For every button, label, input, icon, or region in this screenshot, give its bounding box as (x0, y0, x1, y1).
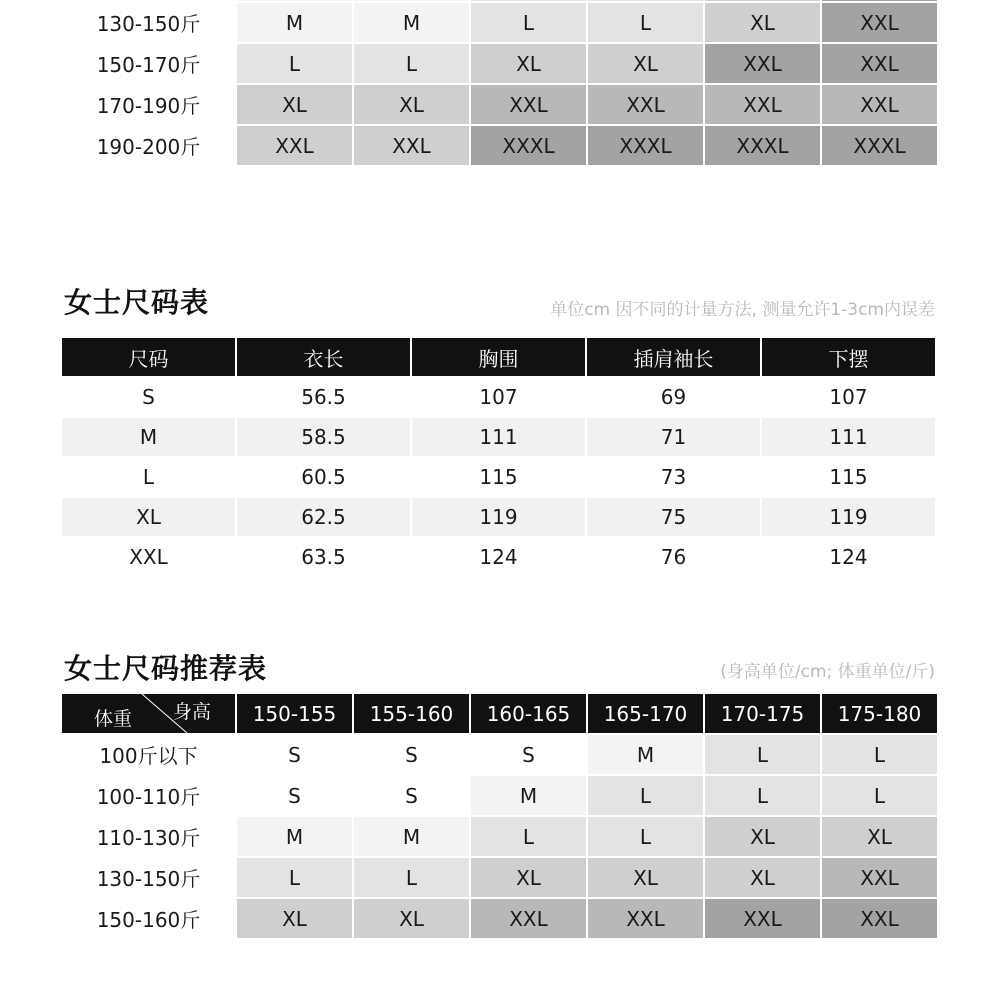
table-cell: 119 (412, 498, 585, 536)
height-range-header: 150-155 (237, 694, 352, 733)
height-range-header: 170-175 (705, 694, 820, 733)
table-row (62, 0, 937, 1)
size-cell: XXL (822, 3, 937, 42)
table-cell: 107 (829, 385, 868, 409)
size-cell: XXL (822, 858, 937, 897)
size-cell: XXL (237, 126, 352, 165)
size-cell: XXXL (705, 126, 820, 165)
size-cell: L (354, 858, 469, 897)
table-cell: 124 (829, 545, 868, 569)
size-cell: L (471, 3, 586, 42)
size-cell (822, 0, 937, 1)
corner-height-label: 身高 (172, 701, 211, 723)
size-cell: L (705, 735, 820, 774)
table-row (62, 85, 937, 124)
table-cell: 111 (412, 418, 585, 456)
size-cell: XXL (588, 899, 703, 938)
size-cell (471, 0, 586, 1)
table-row (62, 899, 937, 938)
size-cell: M (354, 3, 469, 42)
row-label (62, 0, 235, 1)
height-range-header: 160-165 (471, 694, 586, 733)
table-cell: XL (62, 498, 235, 536)
size-cell: XXL (705, 899, 820, 938)
women-recommend-note: (身高单位/cm; 体重单位/斤) (720, 662, 935, 682)
weight-range-label: 130-150斤 (62, 858, 235, 897)
weight-range-label: 100-110斤 (62, 776, 235, 815)
table-cell: 115 (479, 465, 518, 489)
size-cell: XL (471, 44, 586, 83)
size-cell: L (588, 3, 703, 42)
row-label: 190-200斤 (62, 126, 235, 165)
height-range-header: 155-160 (354, 694, 469, 733)
size-cell: S (288, 783, 301, 808)
table-cell: 115 (829, 465, 868, 489)
weight-range-label: 110-130斤 (62, 817, 235, 856)
column-header: 下摆 (762, 338, 935, 376)
size-cell (588, 0, 703, 1)
women-size-title: 女士尺码表 (64, 286, 210, 319)
size-cell (705, 0, 820, 1)
table-row (62, 817, 937, 856)
size-cell: L (588, 817, 703, 856)
size-cell: S (288, 742, 301, 767)
size-cell: L (822, 735, 937, 774)
top-size-recommend-table (60, 0, 939, 167)
row-label: 150-170斤 (62, 44, 235, 83)
table-row (62, 458, 935, 496)
size-cell: XXL (705, 85, 820, 124)
row-label: 130-150斤 (62, 3, 235, 42)
size-cell: XL (354, 899, 469, 938)
size-cell: M (237, 817, 352, 856)
row-label: 170-190斤 (62, 85, 235, 124)
size-cell: S (522, 742, 535, 767)
weight-range-label: 150-160斤 (62, 899, 235, 938)
table-cell: 76 (660, 545, 687, 569)
table-cell: 75 (587, 498, 760, 536)
table-cell: 56.5 (301, 385, 346, 409)
women-recommend-title: 女士尺码推荐表 (64, 652, 268, 685)
size-cell (237, 0, 352, 1)
table-cell: 63.5 (301, 545, 346, 569)
size-cell: XL (588, 858, 703, 897)
size-cell: XL (237, 85, 352, 124)
table-row (62, 538, 935, 576)
size-cell: XXL (822, 85, 937, 124)
table-row (62, 418, 935, 456)
size-cell (354, 0, 469, 1)
table-cell: XXL (129, 545, 168, 569)
table-cell: 119 (762, 498, 935, 536)
size-cell: XL (588, 44, 703, 83)
height-range-header: 165-170 (588, 694, 703, 733)
size-cell: L (822, 776, 937, 815)
size-cell: XL (471, 858, 586, 897)
size-cell: XXL (588, 85, 703, 124)
table-cell: 60.5 (301, 465, 346, 489)
size-cell: L (705, 776, 820, 815)
table-cell: M (62, 418, 235, 456)
women-size-table (60, 336, 937, 578)
height-range-header: 175-180 (822, 694, 937, 733)
table-row (62, 776, 937, 815)
column-header: 衣长 (237, 338, 410, 376)
size-cell: XL (705, 3, 820, 42)
size-cell: XXXL (471, 126, 586, 165)
size-cell: M (237, 3, 352, 42)
table-cell: L (142, 465, 155, 489)
table-row (62, 858, 937, 897)
table-cell: 124 (479, 545, 518, 569)
table-cell: 107 (479, 385, 518, 409)
size-cell: XL (705, 858, 820, 897)
size-cell: L (237, 858, 352, 897)
size-cell: L (471, 817, 586, 856)
size-cell: XXL (705, 44, 820, 83)
corner-weight-label: 体重 (94, 708, 133, 730)
column-header: 尺码 (62, 338, 235, 376)
size-cell: M (588, 735, 703, 774)
size-cell: XXXL (822, 126, 937, 165)
table-row (62, 498, 935, 536)
table-row (62, 44, 937, 83)
size-cell: M (471, 776, 586, 815)
table-cell: 73 (660, 465, 687, 489)
size-cell: S (405, 783, 418, 808)
table-cell: 71 (587, 418, 760, 456)
table-cell: 69 (660, 385, 687, 409)
table-cell: S (142, 385, 155, 409)
table-cell: 58.5 (237, 418, 410, 456)
size-cell: XXL (822, 899, 937, 938)
weight-range-label: 100斤以下 (62, 735, 235, 774)
size-cell: L (237, 44, 352, 83)
size-cell: XL (705, 817, 820, 856)
table-cell: 111 (762, 418, 935, 456)
size-cell: XXL (354, 126, 469, 165)
size-cell: XL (237, 899, 352, 938)
size-cell: XL (354, 85, 469, 124)
table-row (62, 378, 935, 416)
size-cell: M (354, 817, 469, 856)
women-recommend-table (60, 692, 939, 940)
corner-header-cell (62, 694, 235, 733)
size-cell: S (405, 742, 418, 767)
women-size-note: 单位cm 因不同的计量方法, 测量允许1-3cm内误差 (550, 300, 935, 320)
table-row (62, 126, 937, 165)
size-cell: XXL (471, 85, 586, 124)
table-row (62, 3, 937, 42)
size-cell: L (354, 44, 469, 83)
size-cell: XXXL (588, 126, 703, 165)
table-row (62, 735, 937, 774)
column-header: 胸围 (412, 338, 585, 376)
size-cell: XL (822, 817, 937, 856)
table-cell: 62.5 (237, 498, 410, 536)
size-cell: XXL (822, 44, 937, 83)
column-header: 插肩袖长 (587, 338, 760, 376)
size-cell: XXL (471, 899, 586, 938)
size-cell: L (588, 776, 703, 815)
